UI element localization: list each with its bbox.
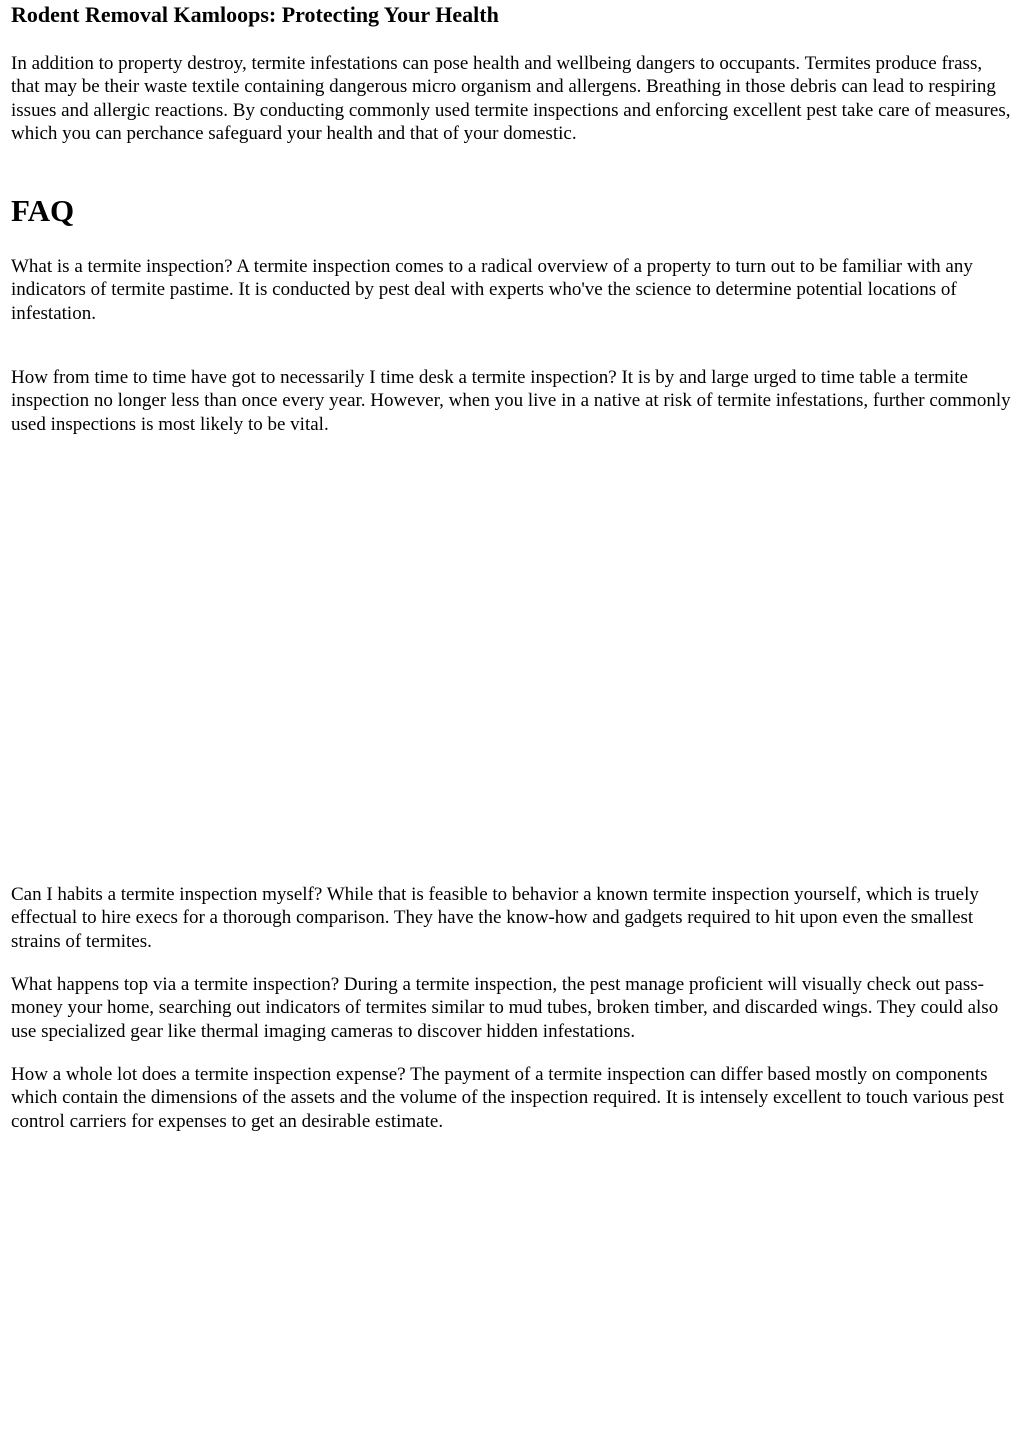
- article-page: [11, 0, 1014, 1132]
- faq-item: What happens top via a termite inspection? During a termite inspection, the pest manage proficient will visually check out pass-money your home, searching out indicators of termites similar to mud tubes, broken timber, and discarded wings. They could also use specialized gear like thermal imaging cameras to discover hidden infestations.: [11, 974, 999, 1042]
- faq-heading: FAQ: [11, 193, 75, 228]
- faq-item: What is a termite inspection? A termite inspection comes to a radical overview of a property to turn out to be familiar with any indicators of termite pastime. It is conducted by pest deal with experts who've the science to determine potential locations of infestation.: [11, 256, 973, 324]
- article-title: Rodent Removal Kamloops: Protecting Your Health: [11, 2, 499, 27]
- faq-item: Can I habits a termite inspection myself? While that is feasible to behavior a known termite inspection yourself, which is truely effectual to hire execs for a thorough comparison. They have the know-how and gadgets required to hit upon even the smallest strains of termites.: [11, 884, 979, 952]
- intro-paragraph: In addition to property destroy, termite infestations can pose health and wellbeing dangers to occupants. Termites produce frass, that may be their waste textile containing dangerous micro organism and allergens. Breathing in those debris can lead to respiring issues and allergic reactions. By conducting commonly used termite inspections and enforcing excellent pest take care of measures, which you can perchance safeguard your health and that of your domestic.: [11, 53, 1011, 144]
- faq-item: How a whole lot does a termite inspection expense? The payment of a termite inspection can differ based mostly on components which contain the dimensions of the assets and the volume of the inspection required. It is intensely excellent to touch various pest control carriers for expenses to get an desirable estimate.: [11, 1064, 1005, 1132]
- faq-item: How from time to time have got to necessarily I time desk a termite inspection? It is by and large urged to time table a termite inspection no longer less than once every year. However, when you live in a native at risk of termite infestations, further commonly used inspections is most likely to be vital.: [11, 367, 1011, 435]
